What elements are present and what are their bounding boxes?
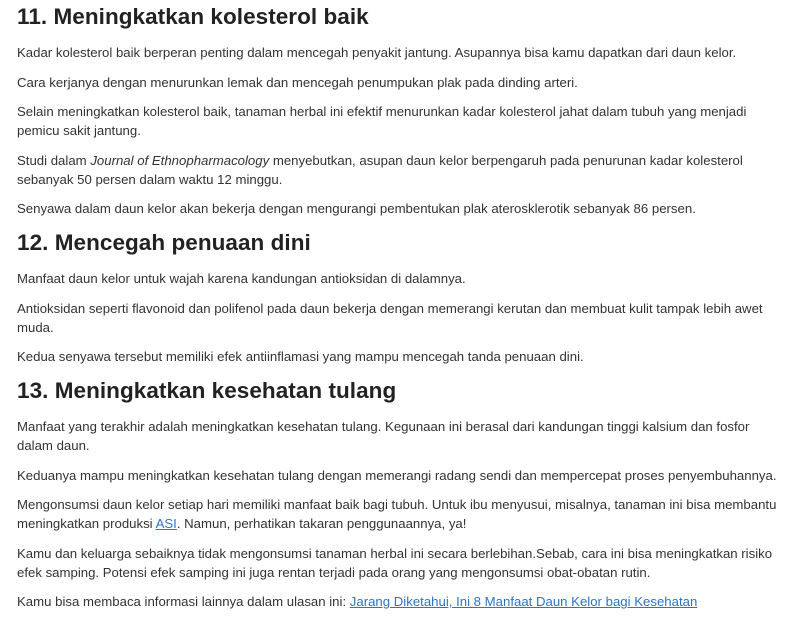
study-text-after: menyebutkan, asupan daun kelor berpengaruh pada penurunan kadar kolesterol sebanyak 50 persen dalam waktu 12 minggu. [17, 152, 743, 187]
paragraph-study [17, 151, 787, 189]
paragraph: Kamu dan keluarga sebaiknya tidak mengonsumsi tanaman herbal ini secara berlebihan.Sebab, cara ini bisa meningkatkan risiko efek samping. Potensi efek samping ini juga rentan terjadi pada orang yang mengonsumsi obat-obatan rutin. [17, 545, 773, 580]
section-heading-tulang: 13. Meningkatkan kesehatan tulang [17, 378, 397, 403]
study-text-before: Studi dalam [17, 152, 91, 168]
paragraph: Selain meningkatkan kolesterol baik, tanaman herbal ini efektif menurunkan kadar kolesterol jahat dalam tubuh yang menjadi pemicu sakit jantung. [17, 104, 747, 138]
paragraph-readmore [17, 592, 787, 611]
paragraph: Keduanya mampu meningkatkan kesehatan tulang dengan memerangi radang sendi dan mempercepat proses penyembuhannya. [17, 467, 777, 483]
journal-title: Journal of Ethnopharmacology [90, 152, 270, 168]
paragraph: Senyawa dalam daun kelor akan bekerja dengan mengurangi pembentukan plak aterosklerotik sebanyak 86 persen. [17, 201, 696, 216]
asi-text-after: . Namun, perhatikan takaran penggunaannya, ya! [176, 516, 467, 531]
paragraph: Kadar kolesterol baik berperan penting dalam mencegah penyakit jantung. Asupannya bisa kamu dapatkan dari daun kelor. [17, 45, 737, 60]
paragraph: Antioksidan seperti flavonoid dan polifenol pada daun bekerja dengan memerangi kerutan dan membuat kulit tampak lebih awet muda. [17, 300, 763, 335]
section-heading-kolesterol: 11. Meningkatkan kolesterol baik [17, 4, 369, 29]
paragraph: Manfaat daun kelor untuk wajah karena kandungan antioksidan di dalamnya. [17, 271, 466, 286]
asi-link[interactable]: ASI [155, 516, 177, 531]
paragraph: Cara kerjanya dengan menurunkan lemak dan mencegah penumpukan plak pada dinding arteri. [17, 74, 578, 90]
paragraph: Kedua senyawa tersebut memiliki efek antiinflamasi yang mampu mencegah tanda penuaan dini. [17, 349, 584, 364]
section-heading-penuaan: 12. Mencegah penuaan dini [17, 230, 311, 255]
readmore-text: Kamu bisa membaca informasi lainnya dalam ulasan ini: [17, 594, 350, 609]
asi-text-before: Mengonsumsi daun kelor setiap hari memiliki manfaat baik bagi tubuh. Untuk ibu menyusui, misalnya, tanaman ini bisa membantu meningkatkan produksi [17, 497, 777, 531]
related-article-link[interactable]: Jarang Diketahui, Ini 8 Manfaat Daun Kelor bagi Kesehatan [349, 594, 698, 609]
paragraph: Manfaat yang terakhir adalah meningkatkan kesehatan tulang. Kegunaan ini berasal dari kandungan tinggi kalsium dan fosfor dalam daun. [17, 419, 750, 453]
paragraph-asi [17, 495, 787, 533]
